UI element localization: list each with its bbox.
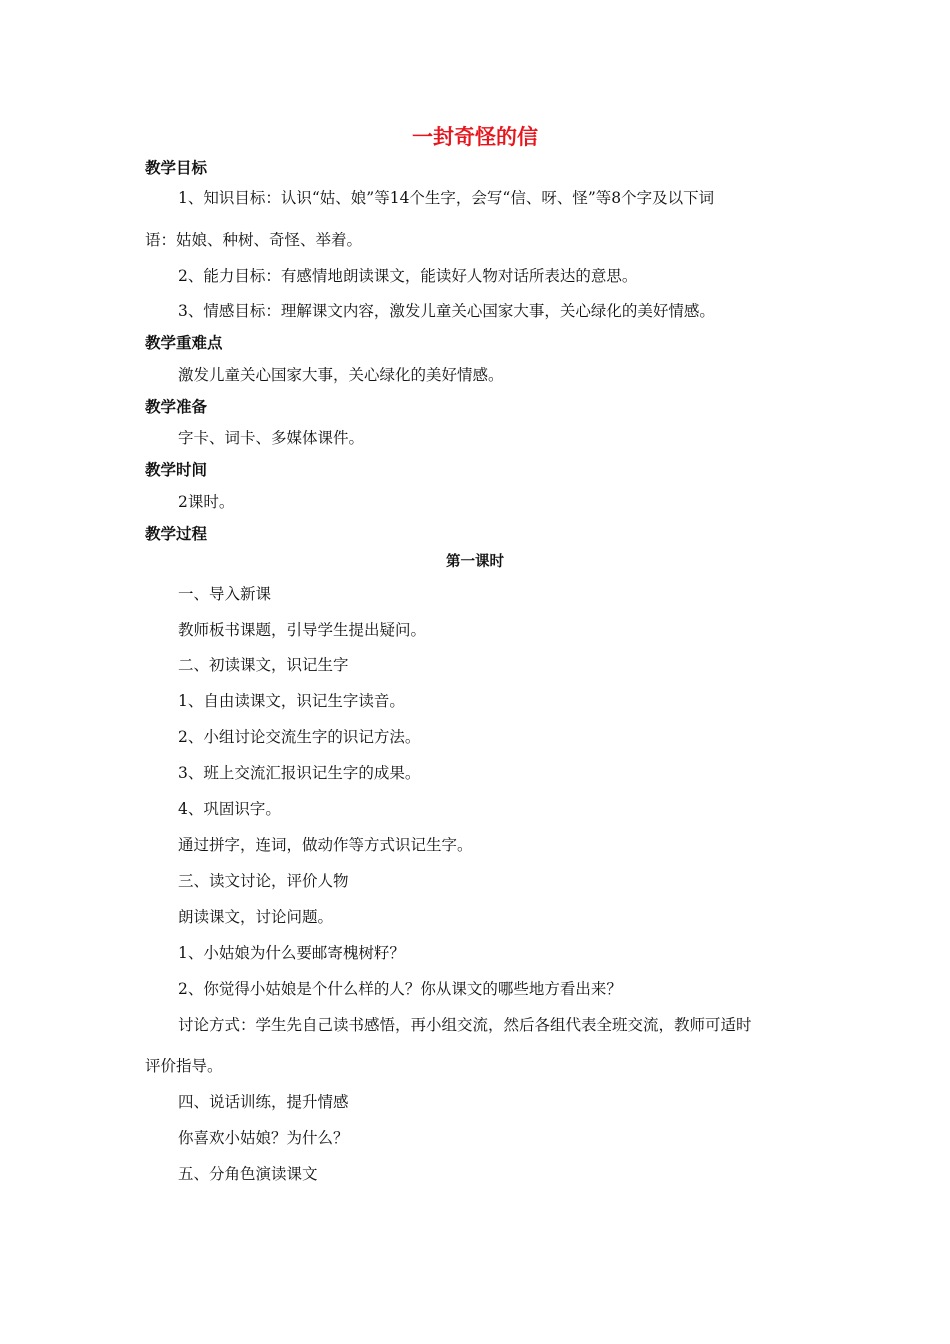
heading-preparation: 教学准备 <box>145 398 208 416</box>
goal-knowledge-line1: 1、知识目标：认识“姑、娘”等14个生字，会写“信、呀、怪”等8个字及以下词 <box>178 189 715 207</box>
step-3-heading: 三、读文讨论，评价人物 <box>178 872 349 890</box>
heading-key-points: 教学重难点 <box>145 334 223 352</box>
heading-teaching-goals: 教学目标 <box>145 159 208 177</box>
goal-ability: 2、能力目标：有感情地朗读课文，能读好人物对话所表达的意思。 <box>178 267 638 285</box>
step-2-item-2: 2、小组讨论交流生字的识记方法。 <box>178 728 421 746</box>
step-2-item-4: 4、巩固识字。 <box>178 800 281 818</box>
step-3-question-1: 1、小姑娘为什么要邮寄槐树籽？ <box>178 944 405 962</box>
preparation-text: 字卡、词卡、多媒体课件。 <box>178 429 365 447</box>
step-2-item-1: 1、自由读课文，识记生字读音。 <box>178 692 405 710</box>
heading-teaching-time: 教学时间 <box>145 461 208 479</box>
step-2-heading: 二、初读课文，识记生字 <box>178 656 349 674</box>
step-4-text: 你喜欢小姑娘？为什么？ <box>178 1129 349 1147</box>
step-5-heading: 五、分角色演读课文 <box>178 1165 318 1183</box>
teaching-time-text: 2课时。 <box>178 493 235 511</box>
step-1-heading: 一、导入新课 <box>178 585 272 603</box>
step-3-discussion-line2: 评价指导。 <box>145 1057 223 1075</box>
lesson-one-title: 第一课时 <box>446 554 504 570</box>
step-2-text: 通过拼字，连词，做动作等方式识记生字。 <box>178 836 473 854</box>
document-title: 一封奇怪的信 <box>412 125 538 149</box>
step-1-text: 教师板书课题，引导学生提出疑问。 <box>178 621 427 639</box>
step-3-discussion-line1: 讨论方式：学生先自己读书感悟，再小组交流，然后各组代表全班交流，教师可适时 <box>178 1016 752 1034</box>
goal-knowledge-line2: 语：姑娘、种树、奇怪、举着。 <box>145 231 363 249</box>
heading-teaching-process: 教学过程 <box>145 525 208 543</box>
step-4-heading: 四、说话训练，提升情感 <box>178 1093 349 1111</box>
step-3-question-2: 2、你觉得小姑娘是个什么样的人？你从课文的哪些地方看出来？ <box>178 980 622 998</box>
key-points-text: 激发儿童关心国家大事，关心绿化的美好情感。 <box>178 366 504 384</box>
step-3-text: 朗读课文，讨论问题。 <box>178 908 334 926</box>
goal-emotion: 3、情感目标：理解课文内容，激发儿童关心国家大事，关心绿化的美好情感。 <box>178 302 715 320</box>
step-2-item-3: 3、班上交流汇报识记生字的成果。 <box>178 764 421 782</box>
